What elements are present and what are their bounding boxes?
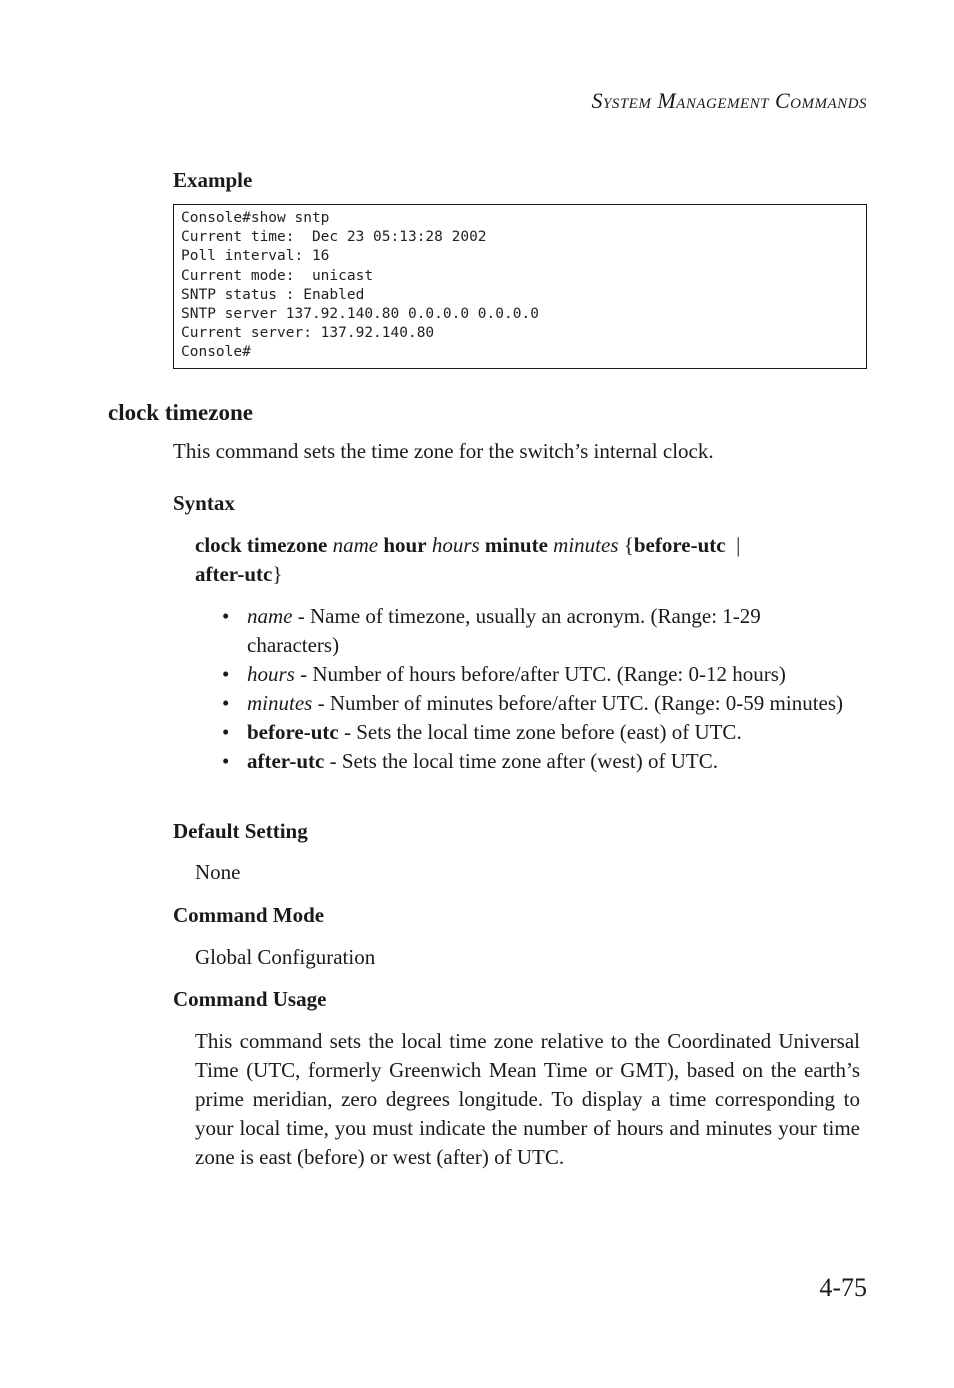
list-item [222, 718, 852, 747]
code-line: Console# [181, 344, 251, 361]
param-term: before-utc [247, 720, 339, 744]
param-desc: - Sets the local time zone before (east) of UTC. [338, 720, 742, 744]
syntax-argument: hours [431, 533, 480, 557]
syntax-heading: Syntax [173, 491, 235, 515]
bullet-icon: • [222, 720, 230, 744]
command-mode-heading: Command Mode [173, 903, 325, 927]
syntax-brace: { [623, 533, 634, 557]
code-line: Current time: Dec 23 05:13:28 2002 [181, 229, 487, 246]
bullet-icon: • [222, 604, 230, 628]
syntax-keyword: after-utc [195, 562, 273, 586]
syntax-argument: name [332, 533, 379, 557]
example-heading: Example [173, 168, 253, 192]
param-term: after-utc [247, 749, 325, 773]
code-line: Current mode: unicast [181, 267, 374, 284]
syntax-pipe: | [736, 533, 741, 557]
parameter-list [222, 602, 852, 776]
command-title: clock timezone [108, 400, 253, 425]
syntax-keyword: clock timezone [195, 533, 328, 557]
syntax-line-2 [195, 560, 282, 589]
example-code-block [173, 204, 867, 369]
syntax-brace: } [272, 562, 283, 586]
list-item [222, 747, 852, 776]
syntax-keyword: before-utc [633, 533, 726, 557]
page-number: 4-75 [819, 1273, 867, 1302]
default-setting-heading: Default Setting [173, 819, 308, 843]
command-mode-value: Global Configuration [195, 945, 376, 969]
syntax-keyword: minute [484, 533, 548, 557]
bullet-icon: • [222, 749, 230, 773]
syntax-argument: minutes [553, 533, 619, 557]
syntax-line-1 [195, 531, 740, 560]
command-description: This command sets the time zone for the switch’s internal clock. [173, 439, 714, 463]
bullet-icon: • [222, 691, 230, 715]
syntax-keyword: hour [383, 533, 427, 557]
list-item [222, 602, 852, 660]
running-header: System Management Commands [591, 88, 867, 113]
param-desc: - Name of timezone, usually an acronym. (Range: 1-29 characters) [247, 604, 761, 657]
code-line: Poll interval: 16 [181, 248, 330, 265]
param-term: name [247, 604, 293, 628]
code-line: SNTP server 137.92.140.80 0.0.0.0 0.0.0.0 [181, 305, 539, 322]
code-line: SNTP status : Enabled [181, 286, 365, 303]
default-setting-value: None [195, 860, 241, 884]
command-usage-heading: Command Usage [173, 987, 327, 1011]
command-usage-text: This command sets the local time zone relative to the Coordinated Universal Time (UTC, formerly Greenwich Mean Time or GMT), based on the earth’s prime meridian, zero degrees longitude. To display a time corresponding to your local time, you must indicate the number of hours and minutes your time zone is east (before) or west (after) of UTC. [195, 1029, 860, 1169]
list-item [222, 689, 852, 718]
param-desc: - Number of minutes before/after UTC. (Range: 0-59 minutes) [312, 691, 844, 715]
code-line: Current server: 137.92.140.80 [181, 325, 435, 342]
code-line: Console#show sntp [181, 210, 330, 226]
param-desc: - Number of hours before/after UTC. (Range: 0-12 hours) [294, 662, 786, 686]
param-term: hours [247, 662, 295, 686]
bullet-icon: • [222, 662, 230, 686]
param-term: minutes [247, 691, 313, 715]
param-desc: - Sets the local time zone after (west) of UTC. [324, 749, 718, 773]
list-item [222, 660, 852, 689]
